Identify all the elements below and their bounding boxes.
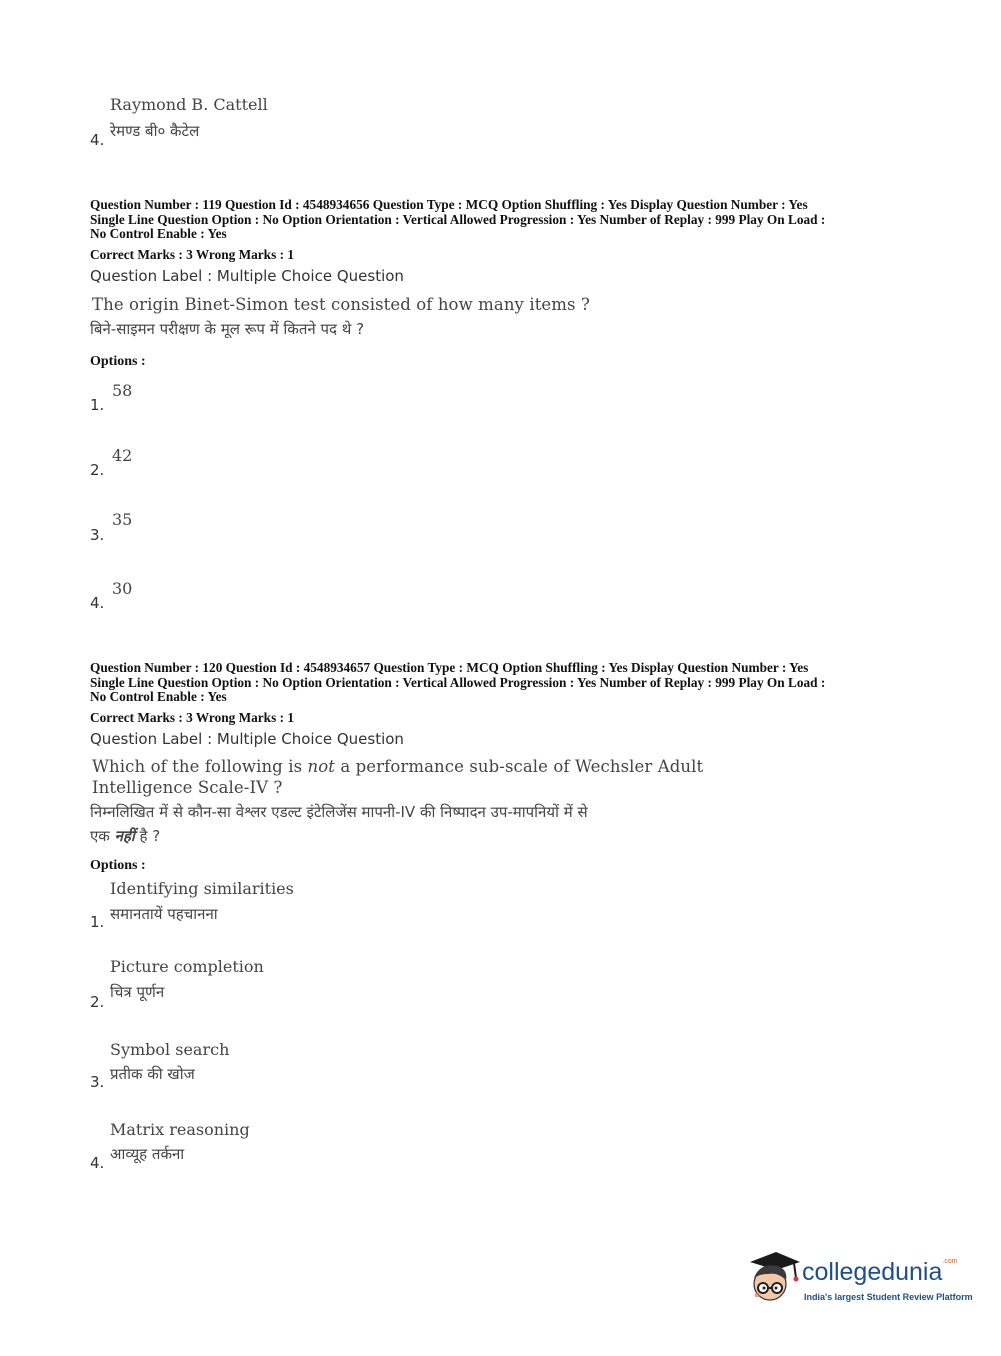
q120-meta-line3: No Control Enable : Yes <box>90 689 227 704</box>
q120-option-4-number: 4. <box>90 1154 105 1172</box>
q119-text-hi: बिने-साइमन परीक्षण के मूल रूप में कितने पद थे ? <box>90 320 365 338</box>
q120-option-1-number: 1. <box>90 913 105 931</box>
q120-option-2-number: 2. <box>90 993 105 1011</box>
logo-brand[interactable] <box>802 1258 958 1287</box>
q119-options-heading: Options : <box>90 354 146 369</box>
q119-option-4-value: 30 <box>112 579 133 598</box>
q119-option-1-number: 1. <box>90 396 105 414</box>
q119-option-3-number: 3. <box>90 526 105 544</box>
q120-text-en-not: not <box>307 757 335 776</box>
q119-meta-line2: Single Line Question Option : No Option Orientation : Vertical Allowed Progression : Yes Number of Replay : 999 Play On Load : <box>90 211 826 227</box>
q120-text-hi-2b: है ? <box>134 827 161 845</box>
q120-marks: Correct Marks : 3 Wrong Marks : 1 <box>90 710 294 725</box>
q119-option-3-value: 35 <box>112 510 133 529</box>
q120-option-4-en: Matrix reasoning <box>110 1120 250 1139</box>
q120-option-3-en: Symbol search <box>110 1040 230 1059</box>
q120-text-hi-2a: एक <box>90 827 115 845</box>
q120-text-en-line1 <box>92 757 703 776</box>
q120-text-en-1b: a performance sub-scale of Wechsler Adult <box>334 757 704 776</box>
q120-meta-line1: Question Number : 120 Question Id : 4548934657 Question Type : MCQ Option Shuffling : Yes Display Question Number : Yes <box>90 660 809 675</box>
mascot-icon <box>742 1248 802 1313</box>
q119-option-2-number: 2. <box>90 461 105 479</box>
q120-text-en-1a: Which of the following is <box>92 757 308 776</box>
q120-text-hi-line2 <box>90 826 160 846</box>
prev-option-4-en: Raymond B. Cattell <box>110 95 268 114</box>
q120-label: Question Label : Multiple Choice Question <box>90 730 404 748</box>
q119-marks: Correct Marks : 3 Wrong Marks : 1 <box>90 247 294 262</box>
prev-option-4-hi: रेमण्ड बी० कैटेल <box>110 122 200 140</box>
q119-meta <box>90 198 920 242</box>
q120-option-3-hi: प्रतीक की खोज <box>110 1065 195 1083</box>
q120-option-2-en: Picture completion <box>110 957 264 976</box>
q120-text-en-line2: Intelligence Scale-IV ? <box>92 778 283 797</box>
q120-meta-line2: Single Line Question Option : No Option Orientation : Vertical Allowed Progression : Yes Number of Replay : 999 Play On Load : <box>90 674 826 690</box>
q120-option-1-en: Identifying similarities <box>110 879 294 898</box>
q119-option-4-number: 4. <box>90 594 105 612</box>
q119-option-2-value: 42 <box>112 446 133 465</box>
q119-text-en: The origin Binet-Simon test consisted of how many items ? <box>92 295 590 314</box>
q120-options-heading: Options : <box>90 858 146 873</box>
prev-option-4-number: 4. <box>90 131 105 149</box>
q119-meta-line1: Question Number : 119 Question Id : 4548934656 Question Type : MCQ Option Shuffling : Yes Display Question Number : Yes <box>90 197 808 212</box>
logo-brand-text: collegedunia <box>802 1258 943 1286</box>
q120-option-4-hi: आव्यूह तर्कना <box>110 1145 185 1163</box>
q120-text-hi-line1: निम्नलिखित में से कौन-सा वेश्लर एडल्ट इंटेलिजेंस मापनी-IV की निष्पादन उप-मापनियों में से <box>90 803 588 821</box>
q120-option-1-hi: समानतायें पहचानना <box>110 905 218 923</box>
logo-dotcom: .com <box>942 1258 958 1265</box>
collegedunia-logo[interactable] <box>742 1248 972 1313</box>
q119-option-1-value: 58 <box>112 381 133 400</box>
logo-tagline: India's largest Student Review Platform <box>804 1292 973 1302</box>
q120-text-hi-not: नहीं <box>114 827 135 845</box>
q120-option-3-number: 3. <box>90 1073 105 1091</box>
q120-meta <box>90 661 920 705</box>
q120-option-2-hi: चित्र पूर्णन <box>110 983 165 1001</box>
q119-label: Question Label : Multiple Choice Question <box>90 267 404 285</box>
q119-meta-line3: No Control Enable : Yes <box>90 226 227 241</box>
